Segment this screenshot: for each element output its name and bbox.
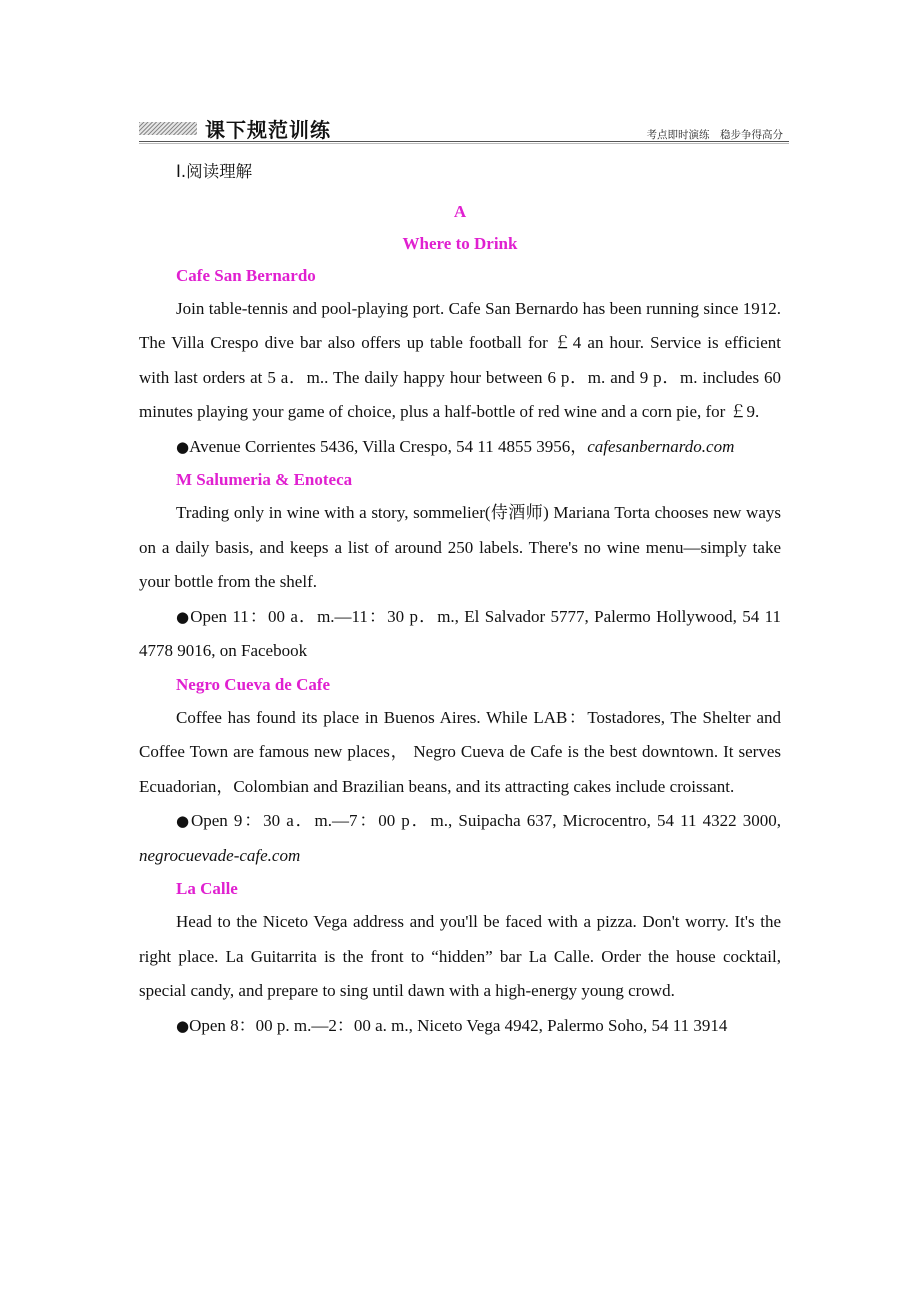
- venue-address: Open 11：00 a．m.—11：30 p．m., El Salvador 5777, Palermo Hollywood, 54 11 4778 9016, on Facebook: [139, 606, 781, 660]
- bullet-icon: ●: [176, 437, 190, 456]
- venue-block: [139, 464, 781, 669]
- venue-name: La Calle: [176, 879, 238, 898]
- venue-name: Negro Cueva de Cafe: [176, 674, 331, 694]
- venue-block: [139, 260, 781, 465]
- page-header: [139, 112, 789, 144]
- venue-description: Coffee has found its place in Buenos Aires. While LAB：Tostadores, The Shelter and Coffee Town are famous new places， Negro Cueva de Cafe is the best downtown. It serves Ecuadorian，Colombian and Brazilian beans, and its attracting cakes include croissant.: [139, 707, 781, 796]
- venue-address: Open 8：00 p. m.—2：00 a. m., Niceto Vega 4942, Palermo Soho, 54 11 3914: [189, 1015, 728, 1035]
- venue-description: Join table-tennis and pool-playing port. Cafe San Bernardo has been running since 1912. The Villa Crespo dive bar also offers up table football for ￡4 an hour. Service is efficient with last orders at 5 a．m.. The daily happy hour between 6 p．m. and 9 p．m. includes 60 minutes playing your game of choice, plus a half-bottle of red wine and a corn pie, for ￡9.: [139, 298, 781, 421]
- venue-website: negrocuevade-cafe.com: [139, 845, 301, 865]
- venue-description: Trading only in wine with a story, sommelier(侍酒师) Mariana Torta chooses new ways on a daily basis, and keeps a list of around 250 labels. There's no wine menu—simply take your bottle from the shelf.: [139, 503, 781, 591]
- document-body: [139, 155, 781, 1043]
- venue-website: cafesanbernardo.com: [587, 436, 735, 456]
- passage-title: Where to Drink: [402, 233, 518, 253]
- passage-label: A: [453, 201, 467, 221]
- venue-name: Cafe San Bernardo: [176, 265, 316, 285]
- bullet-icon: ●: [176, 1016, 190, 1035]
- header-divider: [139, 141, 789, 142]
- section-label: Ⅰ.阅读理解: [176, 162, 253, 181]
- venue-info: [139, 804, 781, 873]
- venue-info: [139, 1009, 781, 1044]
- venue-address: Avenue Corrientes 5436, Villa Crespo, 54 11 4855 3956，: [189, 436, 588, 456]
- bullet-icon: ●: [176, 607, 191, 626]
- venue-name: M Salumeria & Enoteca: [176, 470, 353, 489]
- venue-info: [139, 430, 781, 465]
- venue-info: [139, 600, 781, 669]
- venue-block: [139, 669, 781, 874]
- venue-address: Open 9：30 a．m.—7：00 p．m., Suipacha 637, Microcentro, 54 11 4322 3000,: [190, 811, 781, 830]
- venue-block: [139, 873, 781, 1043]
- header-slogan: 考点即时演练 稳步争得高分: [646, 129, 783, 141]
- header-divider-secondary: [139, 143, 789, 144]
- bullet-icon: ●: [176, 812, 191, 830]
- header-title: 课下规范训练: [205, 118, 331, 142]
- venue-description: Head to the Niceto Vega address and you'll be faced with a pizza. Don't worry. It's the right place. La Guitarrita is the front to “hidden” bar La Calle. Order the house cocktail, special candy, and prepare to sing until dawn with a high-energy young crowd.: [139, 912, 781, 1000]
- header-decoration: [139, 122, 197, 135]
